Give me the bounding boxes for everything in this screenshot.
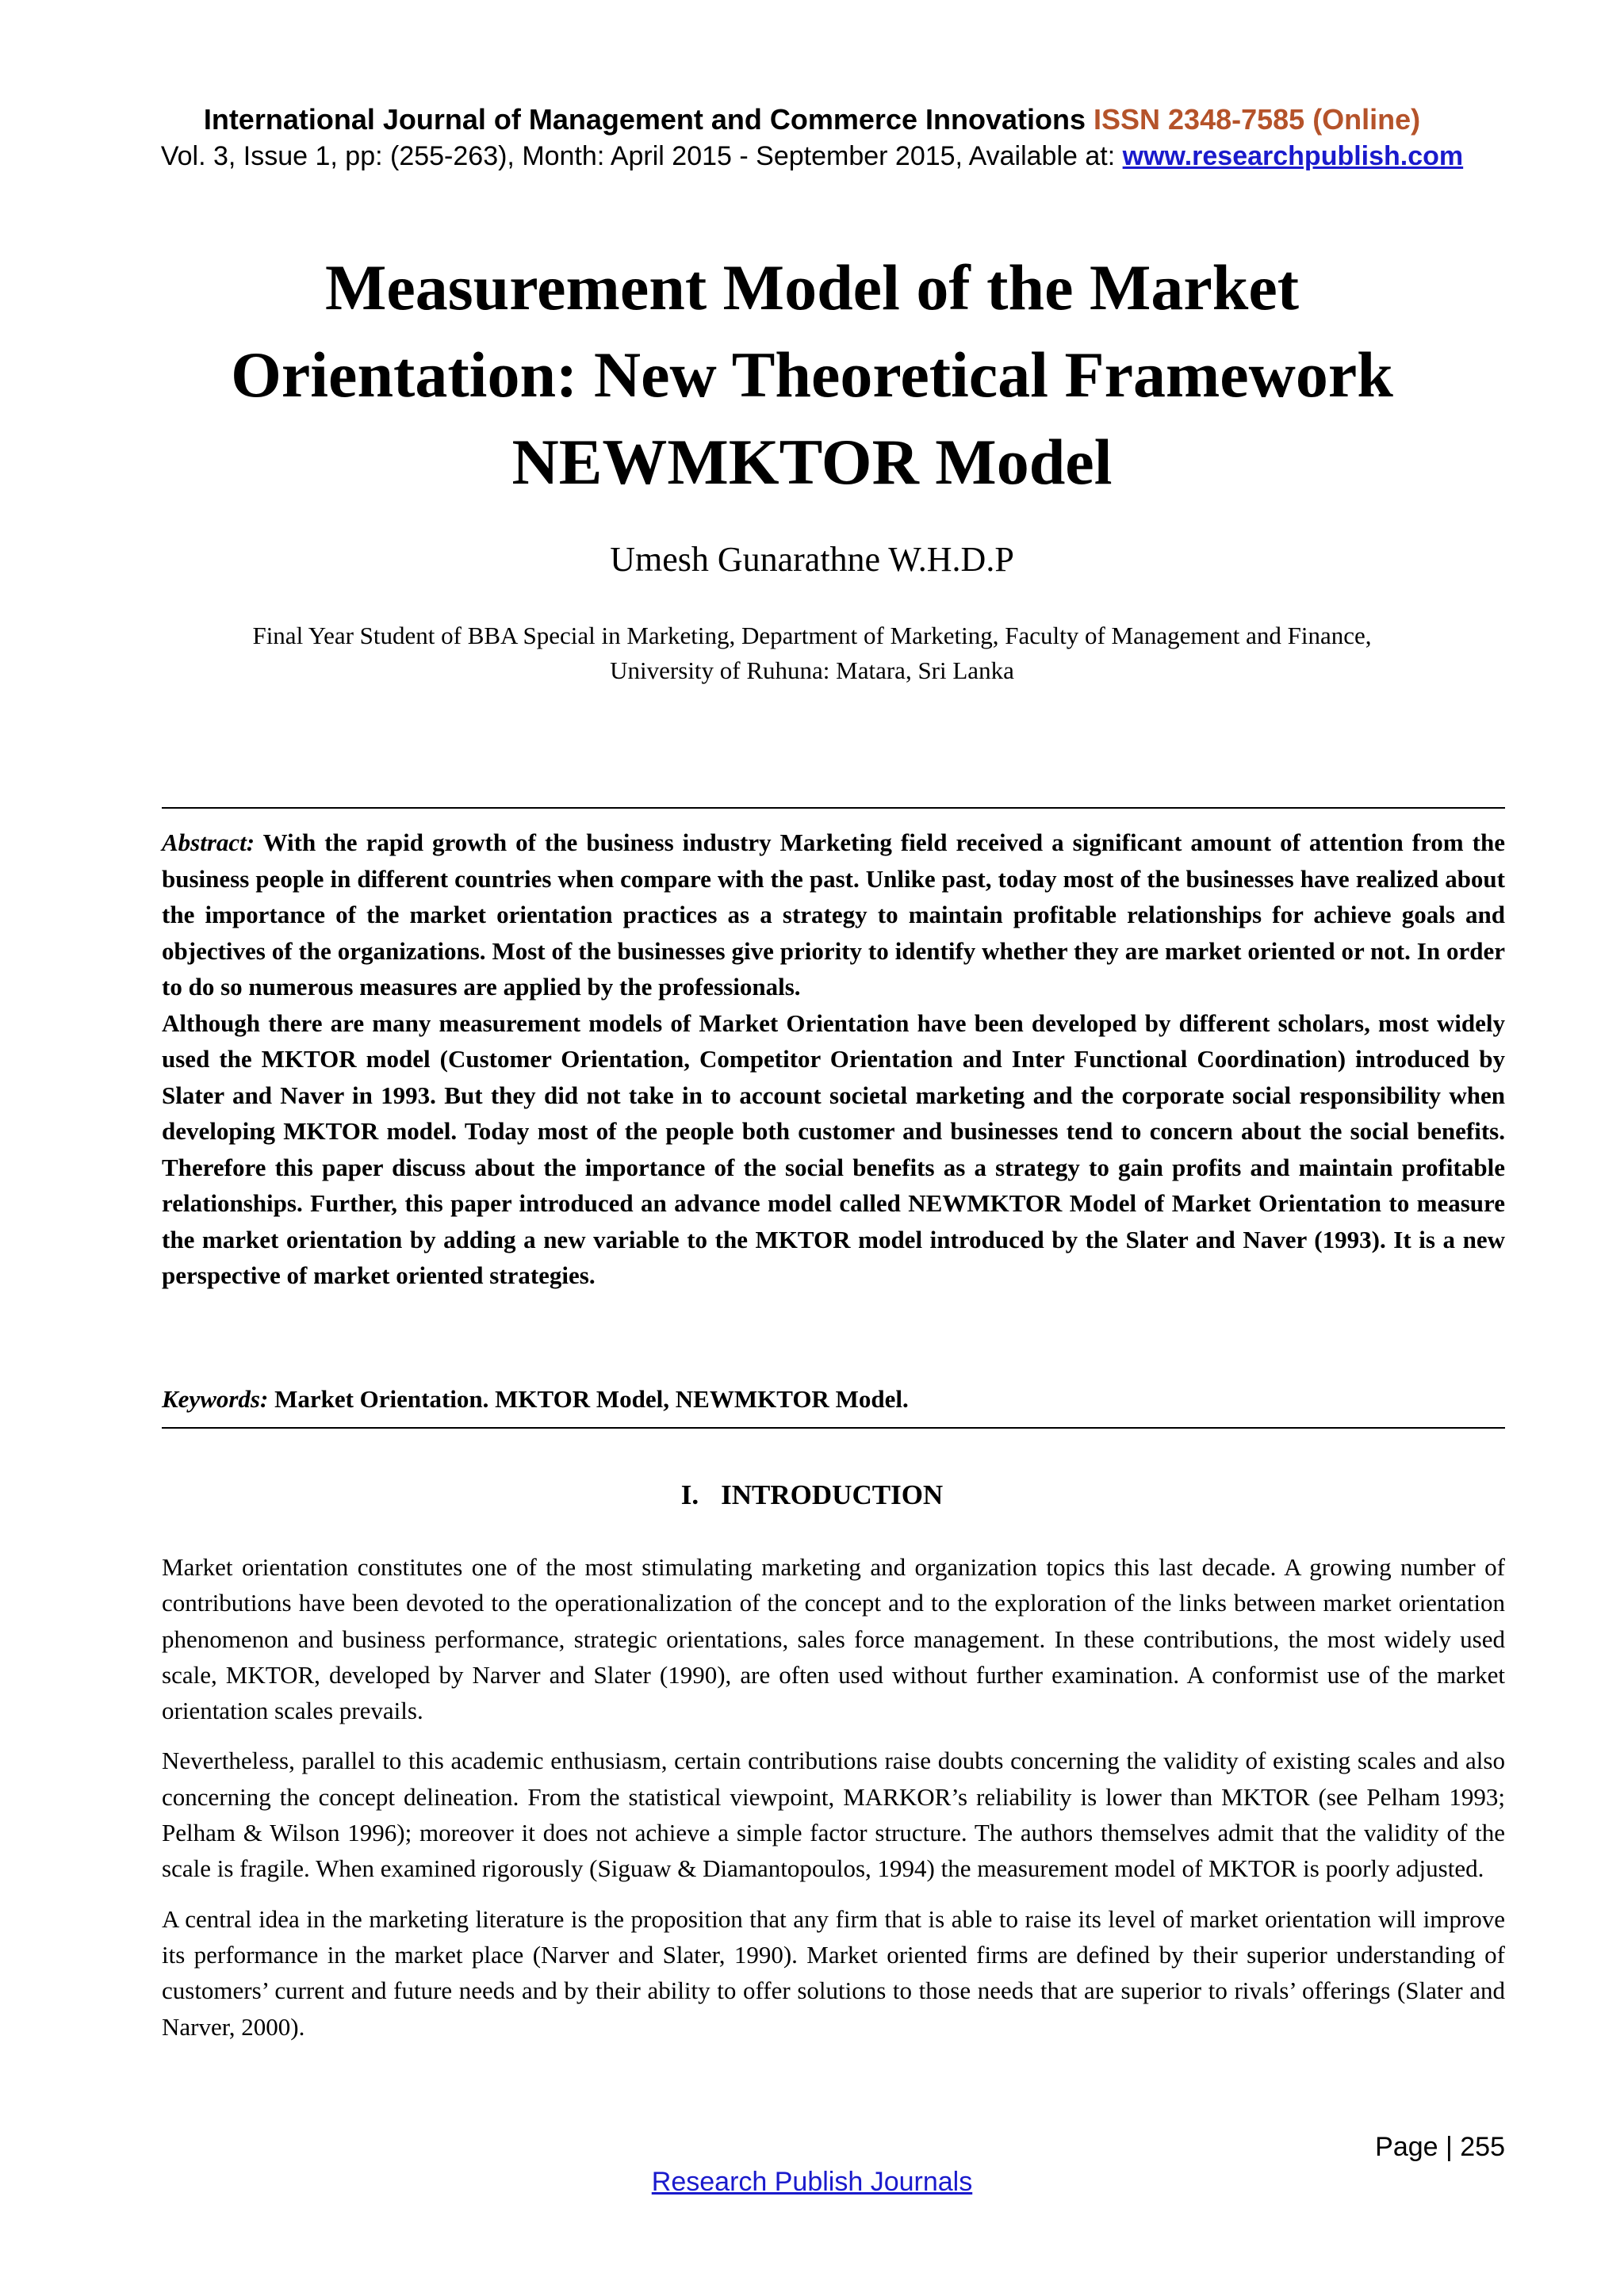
introduction-body: [162, 1549, 1505, 2059]
section-heading-introduction: [0, 1476, 1624, 1514]
body-paragraph-1: Market orientation constitutes one of the most stimulating marketing and organization topics this last decade. A growing number of contributions have been devoted to the operationalization of the concept and to the exploration of the links between market orientation phenomenon and business performance, strategic orientations, sales force management. In these contributions, the most widely used scale, MKTOR, developed by Narver and Slater (1990), are often used without further examination. A conformist use of the market orientation scales prevails.: [162, 1553, 1505, 1725]
abstract-top-divider: [162, 807, 1505, 809]
abstract-block: [162, 825, 1505, 1294]
title-line-3: NEWMKTOR Model: [511, 426, 1113, 498]
body-paragraph-3: A central idea in the marketing literature is the proposition that any firm that is able to raise its level of market orientation will improve its performance in the market place (Narver and Slater, 1990). Market oriented firms are defined by their superior understanding of customers’ current and future needs and by their ability to offer solutions to those needs that are superior to rivals’ offerings (Slater and Narver, 2000).: [162, 1904, 1505, 2041]
journal-name: International Journal of Management and Commerce Innovations: [203, 103, 1086, 136]
keywords-line: [162, 1381, 1505, 1418]
section-title: INTRODUCTION: [721, 1479, 944, 1510]
journal-title-line: [0, 101, 1624, 138]
footer: [0, 2164, 1624, 2199]
affiliation-line-1: Final Year Student of BBA Special in Marketing, Department of Marketing, Faculty of Management and Finance,: [252, 622, 1372, 649]
publisher-link[interactable]: Research Publish Journals: [651, 2167, 973, 2197]
body-paragraph-2: Nevertheless, parallel to this academic enthusiasm, certain contributions raise doubts concerning the validity of existing scales and also concerning the concept delineation. From the statistical viewpoint, MARKOR’s reliability is lower than MKTOR (see Pelham 1993; Pelham & Wilson 1996); moreover it does not achieve a simple factor structure. The authors themselves admit that the validity of the scale is fragile. When examined rigorously (Siguaw & Diamantopoulos, 1994) the measurement model of MKTOR is poorly adjusted.: [162, 1747, 1505, 1883]
abstract-paragraph-1: [162, 825, 1505, 1005]
abstract-paragraph-2: Although there are many measurement models of Market Orientation have been developed by different scholars, most widely used the MKTOR model (Customer Orientation, Competitor Orientation and Inter Functional Coordination) introduced by Slater and Naver in 1993. But they did not take in to account societal marketing and the corporate social responsibility when developing MKTOR model. Today most of the people both customer and businesses tend to concern about the social benefits. Therefore this paper discuss about the importance of the social benefits as a strategy to gain profits and maintain profitable relationships. Further, this paper introduced an advance model called NEWMKTOR Model of Market Orientation to measure the market orientation by adding a new variable to the MKTOR model introduced by the Slater and Naver (1993). It is a new perspective of market oriented strategies.: [162, 1008, 1505, 1289]
author-affiliation: [159, 618, 1465, 688]
keywords-label: Keywords:: [162, 1385, 269, 1413]
keywords-text: Market Orientation. MKTOR Model, NEWMKTOR Model.: [274, 1385, 909, 1413]
section-number: I.: [680, 1479, 699, 1510]
journal-header: [0, 101, 1624, 174]
abstract-bottom-divider: [162, 1427, 1505, 1429]
abstract-text-1: With the rapid growth of the business industry Marketing field received a significant amount of attention from the business people in different countries when compare with the past. Unlike past, today most of the businesses have realized about the importance of the market orientation practices as a strategy to maintain profitable relationships for achieve goals and objectives of the organizations. Most of the businesses give priority to identify whether they are market oriented or not. In order to do so numerous measures are applied by the professionals.: [162, 828, 1505, 1001]
title-line-2: Orientation: New Theoretical Framework: [231, 339, 1393, 411]
journal-website-link[interactable]: www.researchpublish.com: [1122, 141, 1464, 171]
abstract-label: Abstract:: [162, 828, 255, 856]
journal-issn: ISSN 2348-7585 (Online): [1094, 103, 1421, 136]
title-line-1: Measurement Model of the Market: [324, 251, 1300, 323]
paper-title: [159, 244, 1465, 506]
affiliation-line-2: University of Ruhuna: Matara, Sri Lanka: [610, 656, 1014, 684]
page-number: Page | 255: [1375, 2132, 1505, 2162]
journal-volume-line: [0, 138, 1624, 174]
author-name: Umesh Gunarathne W.H.D.P: [610, 540, 1014, 579]
volume-info: Vol. 3, Issue 1, pp: (255-263), Month: April 2015 - September 2015, Available at:: [160, 141, 1123, 171]
